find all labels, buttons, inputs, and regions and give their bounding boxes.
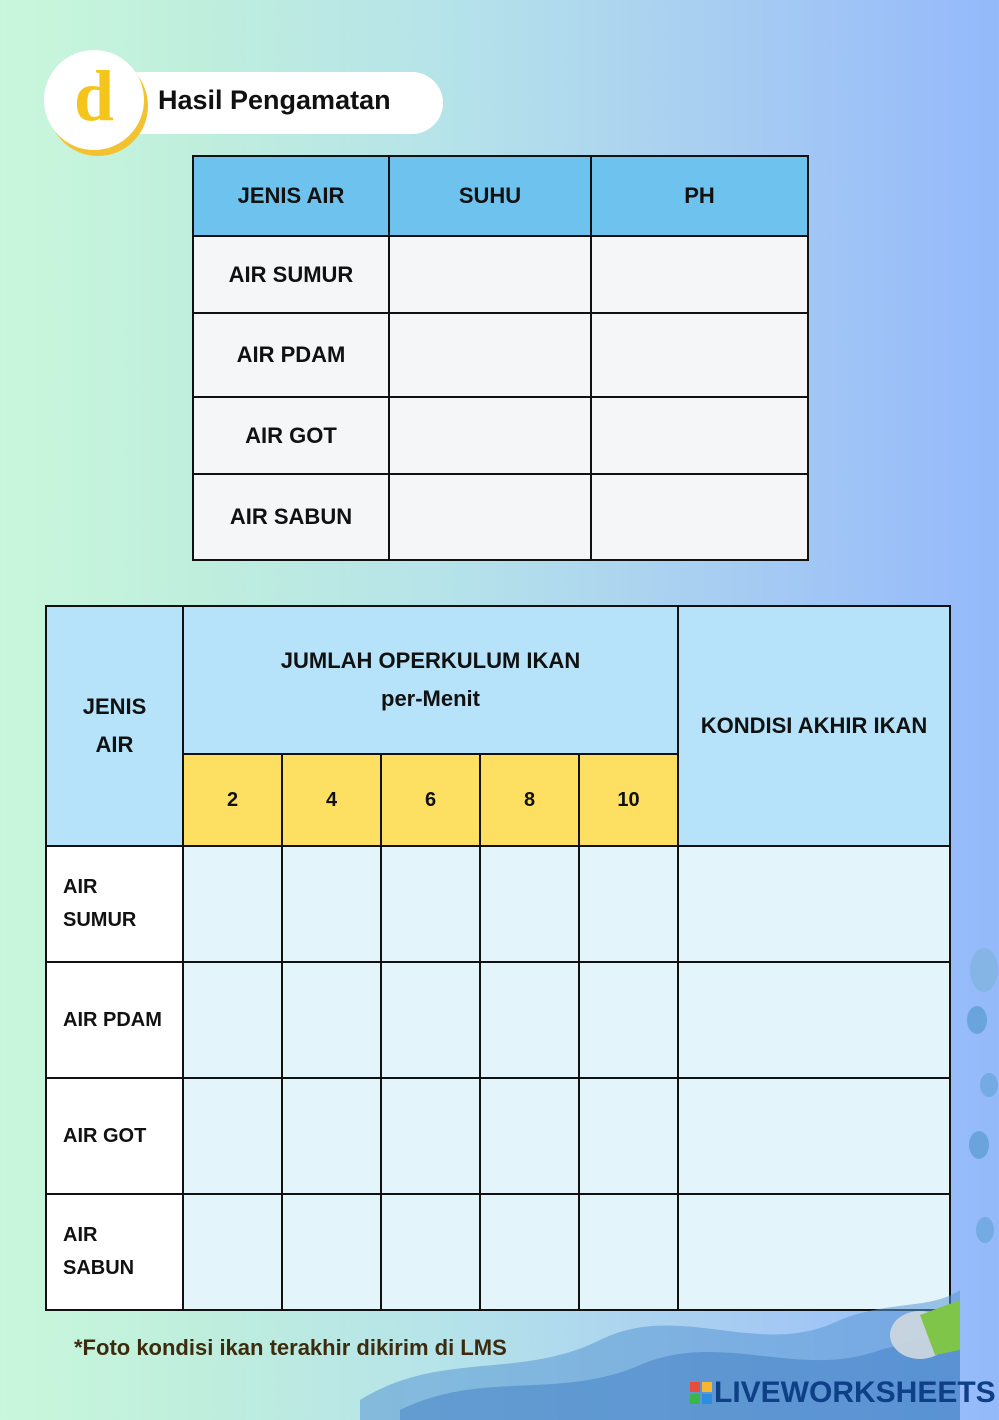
- operculum-observation-table: [45, 605, 951, 1311]
- operculum-cell[interactable]: [579, 962, 678, 1078]
- badge-letter: d: [73, 56, 115, 136]
- row-label: AIR GOT: [193, 397, 389, 474]
- table-row: [193, 236, 808, 313]
- header-jenis-air: JENIS AIR: [193, 156, 389, 236]
- header-group-line2: per-Menit: [381, 686, 480, 711]
- section-badge: [44, 50, 144, 150]
- operculum-cell[interactable]: [579, 1078, 678, 1194]
- minute-header: 8: [480, 754, 579, 846]
- page-title: Hasil Pengamatan: [158, 85, 391, 115]
- operculum-cell[interactable]: [282, 962, 381, 1078]
- ph-cell[interactable]: [591, 397, 808, 474]
- operculum-cell[interactable]: [579, 846, 678, 962]
- table-row: [193, 313, 808, 397]
- kondisi-cell[interactable]: [678, 962, 950, 1078]
- header-jenis-line2: AIR: [95, 732, 134, 757]
- minute-header: 2: [183, 754, 282, 846]
- table-row: [46, 962, 950, 1078]
- title-pill: [110, 72, 443, 134]
- ph-cell[interactable]: [591, 474, 808, 560]
- row-label: AIR SABUN: [46, 1194, 183, 1310]
- suhu-cell[interactable]: [389, 313, 591, 397]
- water-temperature-ph-table: [192, 155, 809, 561]
- operculum-cell[interactable]: [183, 1194, 282, 1310]
- header-group-line1: JUMLAH OPERKULUM IKAN: [280, 648, 581, 673]
- row-label: AIR PDAM: [193, 313, 389, 397]
- header-suhu: SUHU: [389, 156, 591, 236]
- header-operculum-group: [183, 606, 678, 754]
- table-header-row: [193, 156, 808, 236]
- operculum-cell[interactable]: [381, 1078, 480, 1194]
- operculum-cell[interactable]: [282, 1078, 381, 1194]
- liveworksheets-logo-icon: [690, 1382, 712, 1404]
- minute-header: 4: [282, 754, 381, 846]
- table-row: [46, 1078, 950, 1194]
- ph-cell[interactable]: [591, 236, 808, 313]
- minute-header: 10: [579, 754, 678, 846]
- operculum-cell[interactable]: [183, 962, 282, 1078]
- row-label: AIR GOT: [46, 1078, 183, 1194]
- minute-header: 6: [381, 754, 480, 846]
- operculum-cell[interactable]: [381, 846, 480, 962]
- table-row: [193, 474, 808, 560]
- footnote: *Foto kondisi ikan terakhir dikirim di LMS: [74, 1335, 507, 1360]
- ph-cell[interactable]: [591, 313, 808, 397]
- row-label: AIR PDAM: [46, 962, 183, 1078]
- operculum-cell[interactable]: [480, 962, 579, 1078]
- suhu-cell[interactable]: [389, 236, 591, 313]
- water-drops-decoration: [949, 930, 999, 1260]
- table-header-row: [46, 606, 950, 754]
- operculum-cell[interactable]: [480, 1078, 579, 1194]
- row-label: AIR SABUN: [193, 474, 389, 560]
- row-label: AIR SUMUR: [46, 846, 183, 962]
- kondisi-cell[interactable]: [678, 1078, 950, 1194]
- liveworksheets-watermark: [690, 1376, 996, 1410]
- operculum-cell[interactable]: [183, 1078, 282, 1194]
- operculum-cell[interactable]: [183, 846, 282, 962]
- watermark-text: LIVEWORKSHEETS: [714, 1376, 996, 1409]
- header-jenis-air: [46, 606, 183, 846]
- operculum-cell[interactable]: [381, 962, 480, 1078]
- suhu-cell[interactable]: [389, 397, 591, 474]
- suhu-cell[interactable]: [389, 474, 591, 560]
- operculum-cell[interactable]: [282, 846, 381, 962]
- table-row: [46, 846, 950, 962]
- header-jenis-line1: JENIS: [82, 694, 147, 719]
- operculum-cell[interactable]: [480, 846, 579, 962]
- table-row: [193, 397, 808, 474]
- row-label: AIR SUMUR: [193, 236, 389, 313]
- header-kondisi-akhir: KONDISI AKHIR IKAN: [678, 606, 950, 846]
- header-ph: PH: [591, 156, 808, 236]
- kondisi-cell[interactable]: [678, 846, 950, 962]
